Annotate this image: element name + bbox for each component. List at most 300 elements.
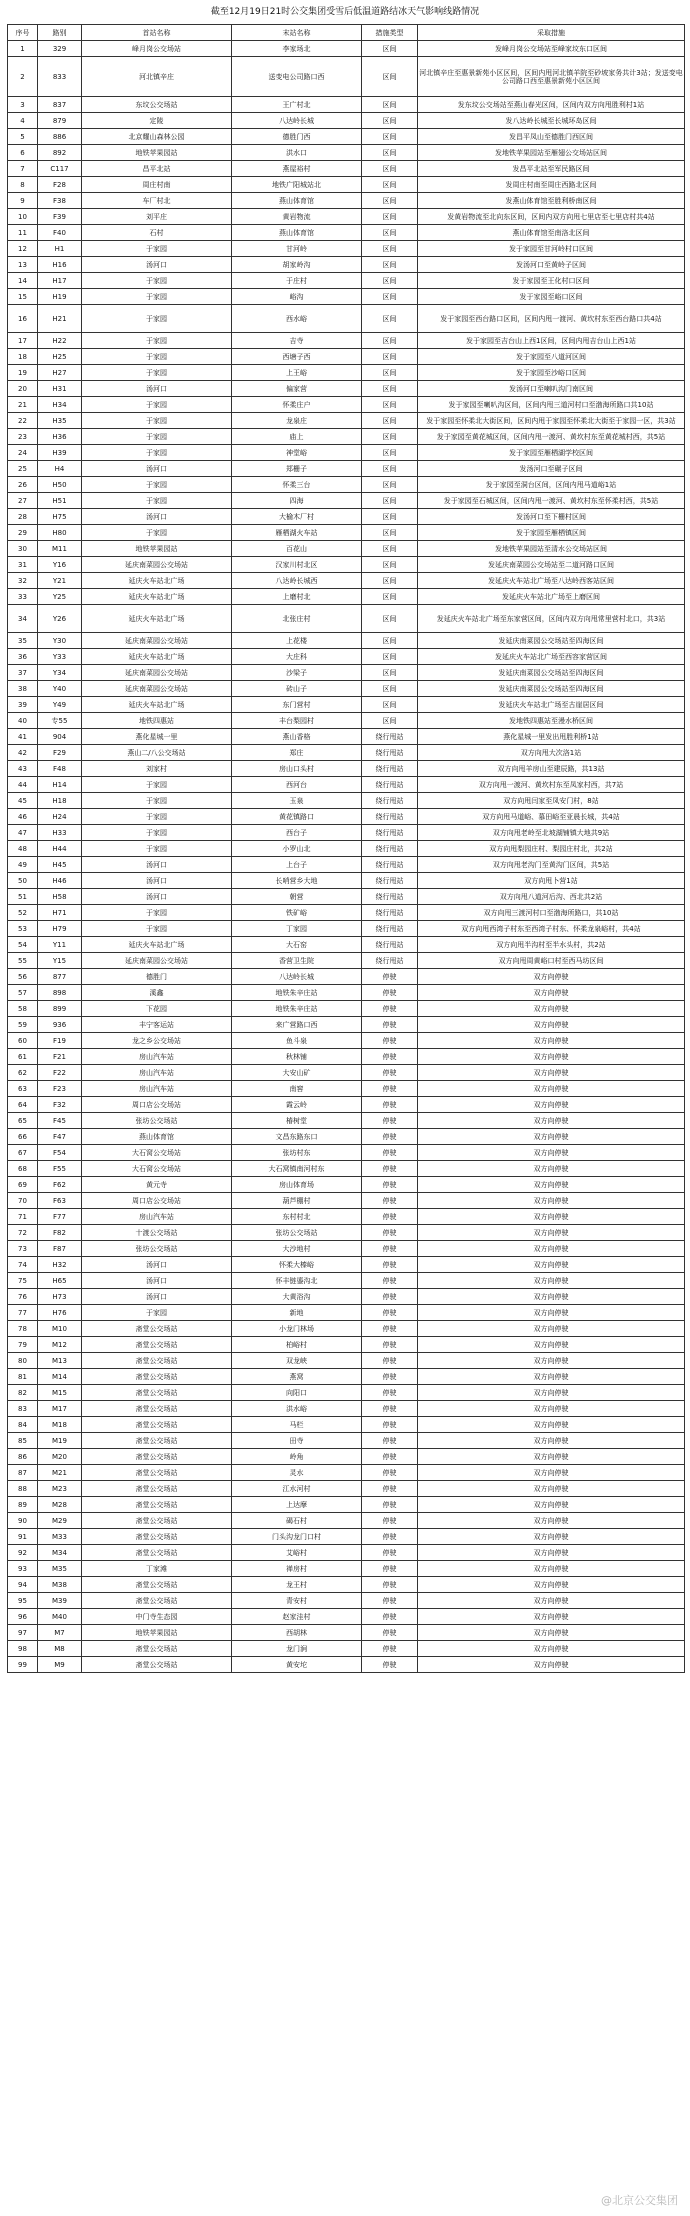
cell-route: C117: [38, 161, 82, 177]
cell-route: F63: [38, 1193, 82, 1209]
cell-last-stop: 小罗山北: [232, 841, 362, 857]
cell-last-stop: 禅房村: [232, 1561, 362, 1577]
table-row: [8, 1081, 685, 1097]
cell-measure: 发周庄村南至周庄西路北区间: [418, 177, 685, 193]
cell-first-stop: 斋堂公交场站: [82, 1577, 232, 1593]
cell-measure: 双方向停驶: [418, 1049, 685, 1065]
cell-route: 837: [38, 97, 82, 113]
cell-index: 22: [8, 413, 38, 429]
cell-first-stop: 地铁苹果园站: [82, 1625, 232, 1641]
cell-measure: 发于家园至沙峪口区间: [418, 365, 685, 381]
cell-first-stop: 斋堂公交场站: [82, 1465, 232, 1481]
table-row: [8, 257, 685, 273]
cell-first-stop: 斋堂公交场站: [82, 1401, 232, 1417]
document-title: 截至12月19日21时公交集团受雪后低温道路结冰天气影响线路情况: [210, 7, 480, 17]
cell-index: 95: [8, 1593, 38, 1609]
cell-measure-type: 区间: [362, 225, 418, 241]
cell-route: H25: [38, 349, 82, 365]
cell-measure: 发于家园至黄花城区间，区间内甩一渡河、黄坎村东至黄花城村西，共5站: [418, 429, 685, 445]
cell-route: M14: [38, 1369, 82, 1385]
cell-last-stop: 西河台: [232, 777, 362, 793]
table-row: [8, 841, 685, 857]
cell-first-stop: 汤河口: [82, 1289, 232, 1305]
cell-index: 3: [8, 97, 38, 113]
cell-last-stop: 沙梁子: [232, 665, 362, 681]
cell-route: F19: [38, 1033, 82, 1049]
cell-route: F47: [38, 1129, 82, 1145]
cell-measure: 双方向甩半沟村至半水头村，共2站: [418, 937, 685, 953]
cell-measure: 发汤河口至碾子区间: [418, 461, 685, 477]
cell-route: M15: [38, 1385, 82, 1401]
cell-measure: 发于家园至怀柔北大街区间，区间内甩于家园至怀柔北大街至于家园一区，共3站: [418, 413, 685, 429]
cell-measure-type: 区间: [362, 273, 418, 289]
cell-measure-type: 停驶: [362, 1529, 418, 1545]
table-row: [8, 1273, 685, 1289]
table-row: [8, 1209, 685, 1225]
cell-first-stop: 汤河口: [82, 873, 232, 889]
table-row: [8, 541, 685, 557]
cell-measure: 发昌平北站至军民路区间: [418, 161, 685, 177]
table-row: [8, 41, 685, 57]
cell-route: H46: [38, 873, 82, 889]
cell-route: F48: [38, 761, 82, 777]
cell-measure-type: 停驶: [362, 1401, 418, 1417]
cell-index: 62: [8, 1065, 38, 1081]
table-row: [8, 889, 685, 905]
cell-first-stop: 河北镇辛庄: [82, 57, 232, 97]
table-row: [8, 1017, 685, 1033]
cell-measure-type: 区间: [362, 257, 418, 273]
cell-measure-type: 区间: [362, 697, 418, 713]
cell-index: 57: [8, 985, 38, 1001]
cell-last-stop: 椿树堂: [232, 1113, 362, 1129]
cell-route: H14: [38, 777, 82, 793]
cell-measure: 双方向停驶: [418, 1129, 685, 1145]
cell-measure-type: 绕行甩站: [362, 777, 418, 793]
cell-route: 898: [38, 985, 82, 1001]
cell-index: 8: [8, 177, 38, 193]
cell-index: 83: [8, 1401, 38, 1417]
cell-first-stop: 于家园: [82, 413, 232, 429]
cell-last-stop: 郑栅子: [232, 461, 362, 477]
cell-first-stop: 于家园: [82, 841, 232, 857]
cell-last-stop: 雁栖湖火车站: [232, 525, 362, 541]
cell-first-stop: 斋堂公交场站: [82, 1513, 232, 1529]
cell-measure-type: 停驶: [362, 1273, 418, 1289]
cell-first-stop: 大石窝公交场站: [82, 1161, 232, 1177]
cell-index: 50: [8, 873, 38, 889]
cell-measure: 双方向停驶: [418, 1433, 685, 1449]
table-row: [8, 953, 685, 969]
cell-first-stop: 于家园: [82, 333, 232, 349]
cell-route: F29: [38, 745, 82, 761]
cell-measure: 双方向甩卜营1站: [418, 873, 685, 889]
cell-last-stop: 吉寺: [232, 333, 362, 349]
cell-measure: 双方向停驶: [418, 1593, 685, 1609]
cell-first-stop: 丁家滩: [82, 1561, 232, 1577]
cell-index: 90: [8, 1513, 38, 1529]
cell-measure: 双方向停驶: [418, 1145, 685, 1161]
cell-route: M23: [38, 1481, 82, 1497]
cell-last-stop: 葫芦棚村: [232, 1193, 362, 1209]
cell-measure: 发昌平凤山至德胜门西区间: [418, 129, 685, 145]
cell-measure: 发八达岭长城至长城环岛区间: [418, 113, 685, 129]
table-row: [8, 1241, 685, 1257]
cell-measure: 双方向停驶: [418, 1017, 685, 1033]
cell-first-stop: 于家园: [82, 349, 232, 365]
cell-last-stop: 东村村北: [232, 1209, 362, 1225]
table-row: [8, 241, 685, 257]
cell-route: F45: [38, 1113, 82, 1129]
cell-first-stop: 斋堂公交场站: [82, 1529, 232, 1545]
cell-index: 55: [8, 953, 38, 969]
cell-last-stop: 岭角: [232, 1449, 362, 1465]
cell-measure-type: 区间: [362, 113, 418, 129]
cell-last-stop: 汉家川村北区: [232, 557, 362, 573]
cell-first-stop: 于家园: [82, 429, 232, 445]
cell-index: 78: [8, 1321, 38, 1337]
table-row: [8, 381, 685, 397]
cell-last-stop: 龙王村: [232, 1577, 362, 1593]
cell-measure-type: 绕行甩站: [362, 873, 418, 889]
table-row: [8, 1129, 685, 1145]
cell-last-stop: 怀柔大榛峪: [232, 1257, 362, 1273]
cell-measure-type: 区间: [362, 129, 418, 145]
cell-index: 31: [8, 557, 38, 573]
cell-last-stop: 马栏: [232, 1417, 362, 1433]
cell-route: M13: [38, 1353, 82, 1369]
cell-measure: 发延庆火车站北广场至八达岭西客站区间: [418, 573, 685, 589]
cell-measure-type: 停驶: [362, 1177, 418, 1193]
table-row: [8, 665, 685, 681]
cell-measure: 双方向停驶: [418, 1529, 685, 1545]
cell-measure: 发汤河口至下栅村区间: [418, 509, 685, 525]
cell-measure: 双方向停驶: [418, 1289, 685, 1305]
cell-last-stop: 大石窑: [232, 937, 362, 953]
cell-measure-type: 区间: [362, 289, 418, 305]
cell-measure-type: 绕行甩站: [362, 857, 418, 873]
cell-last-stop: 向阳口: [232, 1385, 362, 1401]
cell-measure: 双方向停驶: [418, 1177, 685, 1193]
cell-measure: 双方向停驶: [418, 1449, 685, 1465]
cell-measure: 双方向停驶: [418, 1193, 685, 1209]
cell-measure-type: 区间: [362, 193, 418, 209]
cell-measure-type: 区间: [362, 365, 418, 381]
cell-route: F23: [38, 1081, 82, 1097]
cell-index: 28: [8, 509, 38, 525]
cell-first-stop: 斋堂公交场站: [82, 1497, 232, 1513]
cell-measure-type: 停驶: [362, 1257, 418, 1273]
cell-route: 892: [38, 145, 82, 161]
table-row: [8, 145, 685, 161]
cell-first-stop: 北京耀山森林公园: [82, 129, 232, 145]
table-row: [8, 1625, 685, 1641]
cell-index: 64: [8, 1097, 38, 1113]
cell-measure: 双方向停驶: [418, 1545, 685, 1561]
cell-measure: 双方向停驶: [418, 1065, 685, 1081]
cell-measure-type: 区间: [362, 525, 418, 541]
cell-last-stop: 上王峪: [232, 365, 362, 381]
cell-first-stop: 斋堂公交场站: [82, 1353, 232, 1369]
cell-measure: 河北镇辛庄至惠景新苑小区区间，区间内甩河北镇羊院至砂坡家务共计3站；发送变电公司路口西至惠景新苑小区区间: [418, 57, 685, 97]
cell-route: H16: [38, 257, 82, 273]
table-row: [8, 225, 685, 241]
cell-last-stop: 神堂峪: [232, 445, 362, 461]
cell-measure-type: 绕行甩站: [362, 841, 418, 857]
header-route: 路别: [38, 25, 82, 41]
table-row: [8, 1065, 685, 1081]
cell-last-stop: 房山口头村: [232, 761, 362, 777]
cell-route: F22: [38, 1065, 82, 1081]
cell-index: 98: [8, 1641, 38, 1657]
cell-measure: 发延庆南菜园公交场站至四海区间: [418, 633, 685, 649]
cell-measure: 发于家园至雁栖镇区间: [418, 525, 685, 541]
cell-measure: 燕山体育馆至南洛北区间: [418, 225, 685, 241]
table-row: [8, 305, 685, 333]
cell-route: H31: [38, 381, 82, 397]
cell-last-stop: 地铁朱辛庄站: [232, 1001, 362, 1017]
table-row: [8, 825, 685, 841]
cell-route: H71: [38, 905, 82, 921]
cell-measure: 发于家园至石城区间，区间内甩一渡河、黄坎村东至怀柔村西，共5站: [418, 493, 685, 509]
cell-measure-type: 区间: [362, 461, 418, 477]
cell-measure: 发于家园至八道河区间: [418, 349, 685, 365]
cell-last-stop: 大庄科: [232, 649, 362, 665]
cell-measure-type: 区间: [362, 413, 418, 429]
cell-index: 85: [8, 1433, 38, 1449]
cell-first-stop: 延庆火车站北广场: [82, 697, 232, 713]
cell-last-stop: 鱼斗泉: [232, 1033, 362, 1049]
cell-first-stop: 于家园: [82, 241, 232, 257]
cell-index: 13: [8, 257, 38, 273]
header-measure-type: 措施类型: [362, 25, 418, 41]
cell-measure-type: 停驶: [362, 1049, 418, 1065]
cell-index: 47: [8, 825, 38, 841]
table-row: [8, 289, 685, 305]
cell-last-stop: 洪水口: [232, 145, 362, 161]
cell-index: 4: [8, 113, 38, 129]
cell-measure: 双方向停驶: [418, 1337, 685, 1353]
cell-measure: 双方向停驶: [418, 1465, 685, 1481]
cell-index: 73: [8, 1241, 38, 1257]
table-row: [8, 681, 685, 697]
cell-last-stop: 德胜门西: [232, 129, 362, 145]
cell-measure: 发东坟公交场站至燕山春光区间，区间内双方向甩胜利村1站: [418, 97, 685, 113]
cell-index: 30: [8, 541, 38, 557]
cell-index: 63: [8, 1081, 38, 1097]
cell-route: F28: [38, 177, 82, 193]
cell-last-stop: 柏峪村: [232, 1337, 362, 1353]
cell-measure: 双方向停驶: [418, 1225, 685, 1241]
cell-measure: 发延庆南菜园公交场站至二道河路口区间: [418, 557, 685, 573]
cell-measure: 双方向停驶: [418, 1241, 685, 1257]
cell-last-stop: 地铁广阳城站北: [232, 177, 362, 193]
table-row: [8, 1513, 685, 1529]
cell-route: M38: [38, 1577, 82, 1593]
cell-route: H75: [38, 509, 82, 525]
cell-measure-type: 区间: [362, 493, 418, 509]
cell-index: 89: [8, 1497, 38, 1513]
cell-route: 329: [38, 41, 82, 57]
cell-last-stop: 南窖: [232, 1081, 362, 1097]
cell-last-stop: 秋林铺: [232, 1049, 362, 1065]
cell-measure-type: 停驶: [362, 1017, 418, 1033]
cell-measure: 双方向甩三渡河村口至渤海所路口，共10站: [418, 905, 685, 921]
cell-last-stop: 东门营村: [232, 697, 362, 713]
cell-route: F32: [38, 1097, 82, 1113]
cell-index: 2: [8, 57, 38, 97]
cell-measure-type: 停驶: [362, 1209, 418, 1225]
cell-first-stop: 德胜门: [82, 969, 232, 985]
cell-measure: 双方向甩西湾子村东至西湾子村东、怀柔龙泉峪村，共4站: [418, 921, 685, 937]
watermark: @北京公交集团: [601, 2194, 678, 2207]
cell-first-stop: 延庆火车站北广场: [82, 605, 232, 633]
table-row: [8, 745, 685, 761]
cell-last-stop: 灵水: [232, 1465, 362, 1481]
cell-route: H19: [38, 289, 82, 305]
cell-last-stop: 西塘子西: [232, 349, 362, 365]
table-row: [8, 985, 685, 1001]
cell-index: 52: [8, 905, 38, 921]
cell-measure-type: 区间: [362, 605, 418, 633]
cell-first-stop: 汤河口: [82, 461, 232, 477]
cell-last-stop: 青安村: [232, 1593, 362, 1609]
cell-index: 60: [8, 1033, 38, 1049]
table-row: [8, 1033, 685, 1049]
cell-first-stop: 张坊公交场站: [82, 1241, 232, 1257]
cell-measure-type: 停驶: [362, 1081, 418, 1097]
cell-measure: 双方向停驶: [418, 1209, 685, 1225]
table-row: [8, 557, 685, 573]
cell-index: 9: [8, 193, 38, 209]
cell-measure: 燕化星城一里发出甩胜利桥1站: [418, 729, 685, 745]
cell-measure: 发黄岩物流至北向东区间，区间内双方向甩七里店至七里店村共4站: [418, 209, 685, 225]
cell-first-stop: 延庆南菜园公交场站: [82, 665, 232, 681]
cell-first-stop: 汤河口: [82, 381, 232, 397]
cell-last-stop: 江水河村: [232, 1481, 362, 1497]
table-row: [8, 97, 685, 113]
cell-route: M10: [38, 1321, 82, 1337]
table-row: [8, 193, 685, 209]
cell-first-stop: 周庄村南: [82, 177, 232, 193]
cell-index: 27: [8, 493, 38, 509]
cell-first-stop: 于家园: [82, 825, 232, 841]
cell-measure: 发延庆南菜园公交场站至四海区间: [418, 665, 685, 681]
cell-index: 67: [8, 1145, 38, 1161]
cell-measure-type: 绕行甩站: [362, 729, 418, 745]
cell-measure: 双方向停驶: [418, 1401, 685, 1417]
cell-measure-type: 停驶: [362, 1641, 418, 1657]
cell-index: 12: [8, 241, 38, 257]
cell-measure: 双方向停驶: [418, 985, 685, 1001]
table-row: [8, 397, 685, 413]
cell-measure-type: 停驶: [362, 1465, 418, 1481]
cell-first-stop: 延庆火车站北广场: [82, 589, 232, 605]
cell-measure-type: 停驶: [362, 1097, 418, 1113]
table-row: [8, 525, 685, 541]
cell-first-stop: 张坊公交场站: [82, 1113, 232, 1129]
table-row: [8, 365, 685, 381]
cell-index: 99: [8, 1657, 38, 1673]
table-row: [8, 1385, 685, 1401]
cell-index: 87: [8, 1465, 38, 1481]
cell-route: Y25: [38, 589, 82, 605]
cell-first-stop: 于家园: [82, 273, 232, 289]
cell-route: M29: [38, 1513, 82, 1529]
cell-index: 5: [8, 129, 38, 145]
cell-first-stop: 于家园: [82, 305, 232, 333]
cell-measure-type: 停驶: [362, 1129, 418, 1145]
cell-first-stop: 于家园: [82, 365, 232, 381]
cell-measure: 双方向停驶: [418, 1417, 685, 1433]
cell-measure-type: 停驶: [362, 1113, 418, 1129]
cell-measure: 双方向停驶: [418, 1561, 685, 1577]
cell-index: 38: [8, 681, 38, 697]
cell-index: 23: [8, 429, 38, 445]
table-row: [8, 1161, 685, 1177]
header-last-stop: 末站名称: [232, 25, 362, 41]
cell-measure-type: 停驶: [362, 1609, 418, 1625]
cell-last-stop: 大榆木厂村: [232, 509, 362, 525]
cell-route: M18: [38, 1417, 82, 1433]
table-row: [8, 273, 685, 289]
cell-measure: 双方向甩老岭至北坡湖铺镇大地共9站: [418, 825, 685, 841]
cell-last-stop: 大沙地村: [232, 1241, 362, 1257]
cell-last-stop: 郑庄: [232, 745, 362, 761]
cell-last-stop: 西台子: [232, 825, 362, 841]
cell-first-stop: 延庆火车站北广场: [82, 649, 232, 665]
cell-index: 51: [8, 889, 38, 905]
cell-measure: 发于家园至王化村口区间: [418, 273, 685, 289]
cell-measure-type: 绕行甩站: [362, 937, 418, 953]
cell-measure: 双方向停驶: [418, 1257, 685, 1273]
cell-measure-type: 区间: [362, 161, 418, 177]
cell-first-stop: 汤河口: [82, 857, 232, 873]
cell-index: 20: [8, 381, 38, 397]
table-row: [8, 1001, 685, 1017]
cell-index: 88: [8, 1481, 38, 1497]
cell-route: H45: [38, 857, 82, 873]
cell-index: 6: [8, 145, 38, 161]
cell-measure-type: 区间: [362, 557, 418, 573]
cell-route: H21: [38, 305, 82, 333]
cell-route: H18: [38, 793, 82, 809]
cell-route: H80: [38, 525, 82, 541]
cell-last-stop: 龙门涧: [232, 1641, 362, 1657]
cell-index: 97: [8, 1625, 38, 1641]
table-row: [8, 1609, 685, 1625]
cell-first-stop: 斋堂公交场站: [82, 1337, 232, 1353]
cell-last-stop: 怀柔三台: [232, 477, 362, 493]
cell-index: 11: [8, 225, 38, 241]
table-row: [8, 1353, 685, 1369]
cell-route: H39: [38, 445, 82, 461]
cell-route: Y26: [38, 605, 82, 633]
cell-measure-type: 停驶: [362, 1305, 418, 1321]
table-row: [8, 1049, 685, 1065]
cell-index: 84: [8, 1417, 38, 1433]
cell-first-stop: 石村: [82, 225, 232, 241]
cell-measure-type: 停驶: [362, 1033, 418, 1049]
cell-last-stop: 黄岩物流: [232, 209, 362, 225]
cell-first-stop: 延庆南菜园公交场站: [82, 557, 232, 573]
cell-measure-type: 停驶: [362, 1193, 418, 1209]
cell-measure-type: 停驶: [362, 1577, 418, 1593]
cell-first-stop: 于家园: [82, 445, 232, 461]
cell-last-stop: 百花山: [232, 541, 362, 557]
cell-measure-type: 停驶: [362, 1161, 418, 1177]
cell-first-stop: 房山汽车站: [82, 1049, 232, 1065]
